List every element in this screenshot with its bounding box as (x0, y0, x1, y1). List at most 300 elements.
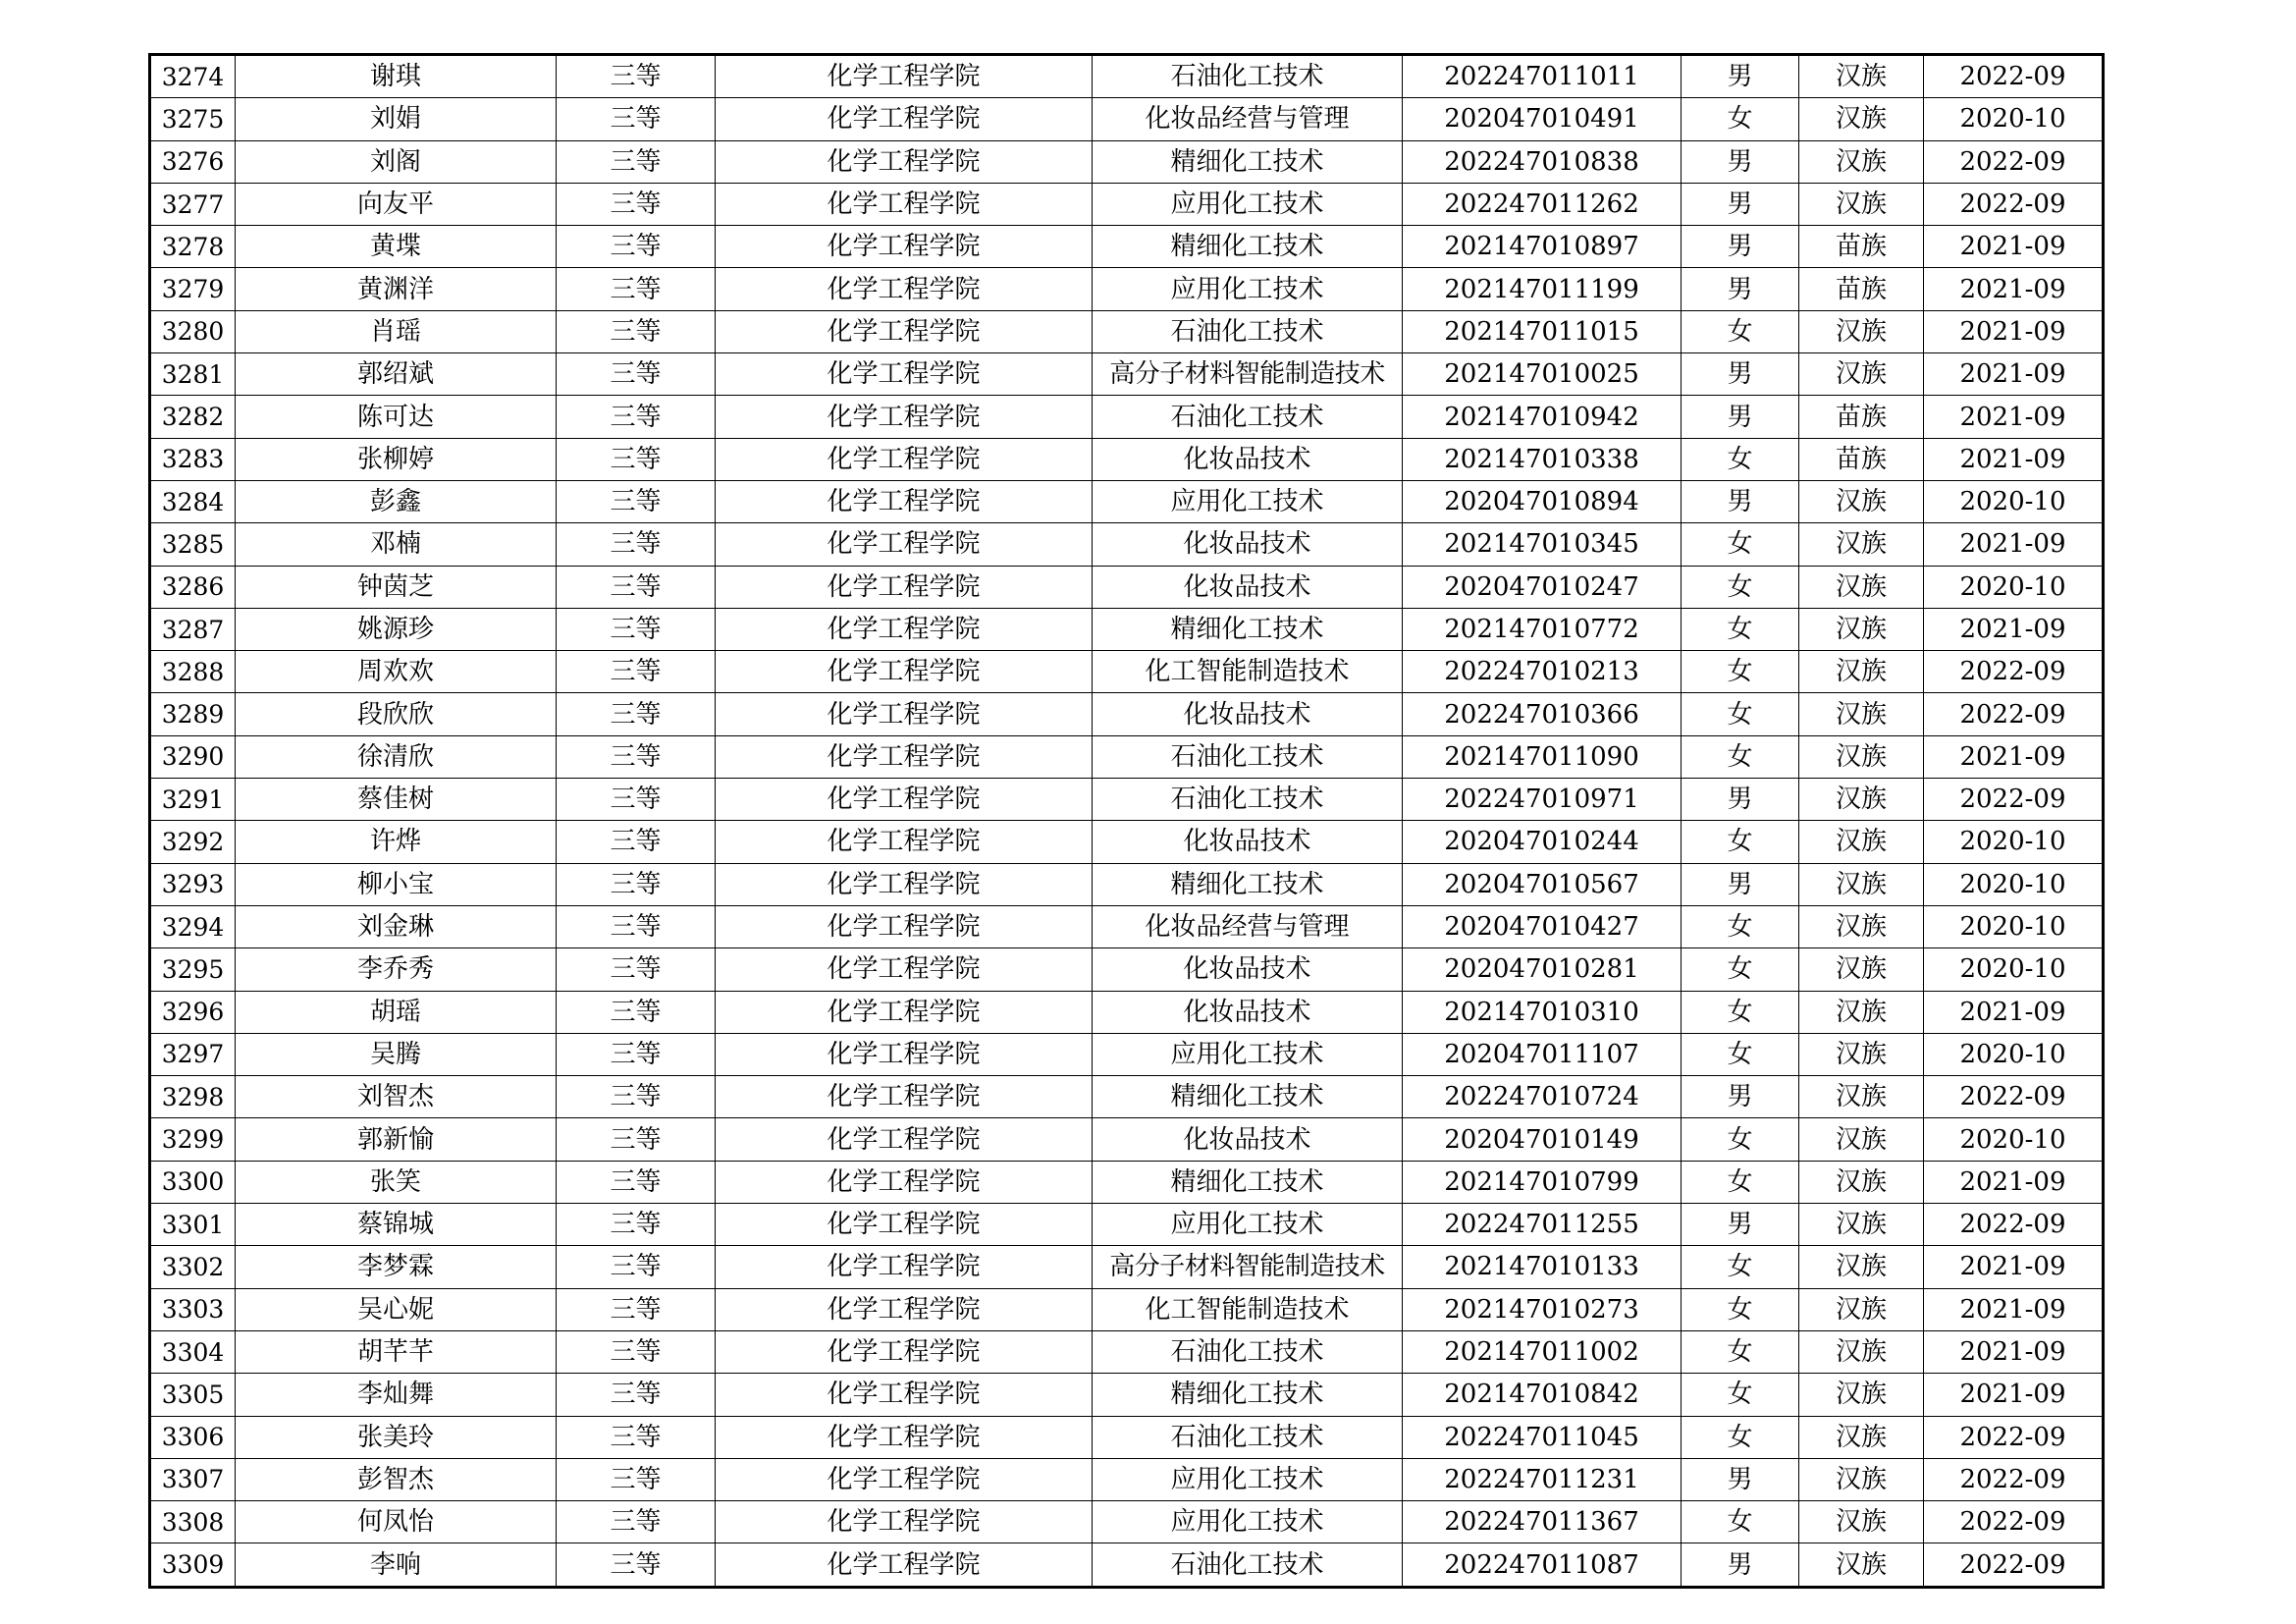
gender-cell: 女 (1682, 310, 1799, 352)
ethnicity-cell: 汉族 (1799, 353, 1924, 396)
major-cell: 石油化工技术 (1093, 735, 1403, 778)
student-name-cell: 姚源珍 (236, 608, 557, 650)
award-level-cell: 三等 (557, 651, 716, 693)
table-row (150, 1204, 2104, 1246)
table-row (150, 1458, 2104, 1500)
student-name-cell: 郭绍斌 (236, 353, 557, 396)
table-row (150, 779, 2104, 821)
table-row (150, 1118, 2104, 1161)
student-id-cell: 202047010567 (1403, 863, 1682, 905)
gender-cell: 女 (1682, 1374, 1799, 1416)
enrollment-date-cell: 2022-09 (1924, 1458, 2104, 1500)
table-row (150, 566, 2104, 608)
college-cell: 化学工程学院 (716, 1246, 1093, 1288)
enrollment-date-cell: 2021-09 (1924, 226, 2104, 268)
student-name-cell: 李梦霖 (236, 1246, 557, 1288)
student-id-cell: 202147011002 (1403, 1330, 1682, 1373)
student-name-cell: 彭智杰 (236, 1458, 557, 1500)
student-id-cell: 202247011087 (1403, 1543, 1682, 1587)
student-name-cell: 陈可达 (236, 396, 557, 438)
ethnicity-cell: 苗族 (1799, 438, 1924, 480)
student-id-cell: 202047011107 (1403, 1033, 1682, 1075)
table-row (150, 1374, 2104, 1416)
table-row (150, 438, 2104, 480)
ethnicity-cell: 汉族 (1799, 1118, 1924, 1161)
student-name-cell: 彭鑫 (236, 480, 557, 522)
row-number-cell: 3289 (150, 693, 236, 735)
award-level-cell: 三等 (557, 396, 716, 438)
enrollment-date-cell: 2020-10 (1924, 948, 2104, 991)
gender-cell: 女 (1682, 1033, 1799, 1075)
gender-cell: 女 (1682, 1161, 1799, 1203)
major-cell: 化妆品经营与管理 (1093, 905, 1403, 947)
table-row (150, 55, 2104, 98)
college-cell: 化学工程学院 (716, 693, 1093, 735)
gender-cell: 女 (1682, 1246, 1799, 1288)
major-cell: 石油化工技术 (1093, 779, 1403, 821)
student-id-cell: 202147010273 (1403, 1288, 1682, 1330)
major-cell: 化妆品技术 (1093, 523, 1403, 566)
row-number-cell: 3304 (150, 1330, 236, 1373)
student-name-cell: 何凤怡 (236, 1501, 557, 1543)
gender-cell: 男 (1682, 396, 1799, 438)
gender-cell: 女 (1682, 905, 1799, 947)
major-cell: 高分子材料智能制造技术 (1093, 353, 1403, 396)
student-id-cell: 202247010838 (1403, 140, 1682, 183)
row-number-cell: 3293 (150, 863, 236, 905)
major-cell: 石油化工技术 (1093, 310, 1403, 352)
row-number-cell: 3300 (150, 1161, 236, 1203)
enrollment-date-cell: 2022-09 (1924, 693, 2104, 735)
student-name-cell: 张笑 (236, 1161, 557, 1203)
student-id-cell: 202147011090 (1403, 735, 1682, 778)
gender-cell: 女 (1682, 735, 1799, 778)
award-level-cell: 三等 (557, 1161, 716, 1203)
row-number-cell: 3301 (150, 1204, 236, 1246)
student-id-cell: 202247010366 (1403, 693, 1682, 735)
enrollment-date-cell: 2022-09 (1924, 1204, 2104, 1246)
table-row (150, 523, 2104, 566)
row-number-cell: 3294 (150, 905, 236, 947)
student-id-cell: 202147011199 (1403, 268, 1682, 310)
ethnicity-cell: 汉族 (1799, 863, 1924, 905)
ethnicity-cell: 汉族 (1799, 140, 1924, 183)
major-cell: 化工智能制造技术 (1093, 651, 1403, 693)
award-level-cell: 三等 (557, 1330, 716, 1373)
award-level-cell: 三等 (557, 438, 716, 480)
student-name-cell: 郭新愉 (236, 1118, 557, 1161)
gender-cell: 女 (1682, 821, 1799, 863)
row-number-cell: 3288 (150, 651, 236, 693)
ethnicity-cell: 汉族 (1799, 1543, 1924, 1587)
enrollment-date-cell: 2022-09 (1924, 140, 2104, 183)
student-id-cell: 202147010310 (1403, 991, 1682, 1033)
award-level-cell: 三等 (557, 1246, 716, 1288)
major-cell: 化妆品技术 (1093, 948, 1403, 991)
student-id-cell: 202247011255 (1403, 1204, 1682, 1246)
enrollment-date-cell: 2021-09 (1924, 1161, 2104, 1203)
ethnicity-cell: 汉族 (1799, 98, 1924, 140)
student-id-cell: 202247010724 (1403, 1076, 1682, 1118)
student-id-cell: 202147010338 (1403, 438, 1682, 480)
gender-cell: 女 (1682, 693, 1799, 735)
gender-cell: 男 (1682, 55, 1799, 98)
college-cell: 化学工程学院 (716, 226, 1093, 268)
award-level-cell: 三等 (557, 268, 716, 310)
enrollment-date-cell: 2021-09 (1924, 353, 2104, 396)
award-level-cell: 三等 (557, 1288, 716, 1330)
row-number-cell: 3292 (150, 821, 236, 863)
ethnicity-cell: 汉族 (1799, 1076, 1924, 1118)
student-id-cell: 202147010799 (1403, 1161, 1682, 1203)
row-number-cell: 3305 (150, 1374, 236, 1416)
row-number-cell: 3302 (150, 1246, 236, 1288)
award-level-cell: 三等 (557, 98, 716, 140)
enrollment-date-cell: 2020-10 (1924, 821, 2104, 863)
student-name-cell: 钟茵芝 (236, 566, 557, 608)
student-name-cell: 肖瑶 (236, 310, 557, 352)
ethnicity-cell: 汉族 (1799, 523, 1924, 566)
college-cell: 化学工程学院 (716, 480, 1093, 522)
row-number-cell: 3281 (150, 353, 236, 396)
table-row (150, 735, 2104, 778)
enrollment-date-cell: 2021-09 (1924, 1246, 2104, 1288)
college-cell: 化学工程学院 (716, 863, 1093, 905)
enrollment-date-cell: 2020-10 (1924, 98, 2104, 140)
gender-cell: 女 (1682, 1416, 1799, 1458)
enrollment-date-cell: 2021-09 (1924, 1374, 2104, 1416)
award-level-cell: 三等 (557, 948, 716, 991)
student-id-cell: 202047010894 (1403, 480, 1682, 522)
student-name-cell: 张美玲 (236, 1416, 557, 1458)
gender-cell: 女 (1682, 1330, 1799, 1373)
student-id-cell: 202247011367 (1403, 1501, 1682, 1543)
gender-cell: 男 (1682, 268, 1799, 310)
college-cell: 化学工程学院 (716, 523, 1093, 566)
enrollment-date-cell: 2021-09 (1924, 523, 2104, 566)
major-cell: 精细化工技术 (1093, 863, 1403, 905)
college-cell: 化学工程学院 (716, 353, 1093, 396)
student-id-cell: 202147011015 (1403, 310, 1682, 352)
award-level-cell: 三等 (557, 310, 716, 352)
table-row (150, 98, 2104, 140)
major-cell: 石油化工技术 (1093, 396, 1403, 438)
college-cell: 化学工程学院 (716, 608, 1093, 650)
college-cell: 化学工程学院 (716, 566, 1093, 608)
college-cell: 化学工程学院 (716, 98, 1093, 140)
award-level-cell: 三等 (557, 693, 716, 735)
gender-cell: 女 (1682, 523, 1799, 566)
student-id-cell: 202047010247 (1403, 566, 1682, 608)
row-number-cell: 3297 (150, 1033, 236, 1075)
gender-cell: 男 (1682, 1076, 1799, 1118)
student-id-cell: 202147010942 (1403, 396, 1682, 438)
table-row (150, 1543, 2104, 1587)
enrollment-date-cell: 2021-09 (1924, 1288, 2104, 1330)
row-number-cell: 3309 (150, 1543, 236, 1587)
ethnicity-cell: 汉族 (1799, 821, 1924, 863)
college-cell: 化学工程学院 (716, 1416, 1093, 1458)
table-row (150, 1288, 2104, 1330)
row-number-cell: 3283 (150, 438, 236, 480)
major-cell: 精细化工技术 (1093, 1374, 1403, 1416)
student-name-cell: 黄渊洋 (236, 268, 557, 310)
award-level-cell: 三等 (557, 55, 716, 98)
ethnicity-cell: 苗族 (1799, 396, 1924, 438)
student-id-cell: 202247011262 (1403, 183, 1682, 225)
major-cell: 应用化工技术 (1093, 1458, 1403, 1500)
college-cell: 化学工程学院 (716, 735, 1093, 778)
college-cell: 化学工程学院 (716, 905, 1093, 947)
student-id-cell: 202247010971 (1403, 779, 1682, 821)
row-number-cell: 3277 (150, 183, 236, 225)
award-level-cell: 三等 (557, 1501, 716, 1543)
enrollment-date-cell: 2022-09 (1924, 651, 2104, 693)
enrollment-date-cell: 2020-10 (1924, 1118, 2104, 1161)
gender-cell: 男 (1682, 480, 1799, 522)
table-row (150, 1416, 2104, 1458)
ethnicity-cell: 苗族 (1799, 268, 1924, 310)
college-cell: 化学工程学院 (716, 1374, 1093, 1416)
major-cell: 高分子材料智能制造技术 (1093, 1246, 1403, 1288)
enrollment-date-cell: 2021-09 (1924, 735, 2104, 778)
table-row (150, 396, 2104, 438)
student-name-cell: 刘娟 (236, 98, 557, 140)
award-level-cell: 三等 (557, 1458, 716, 1500)
ethnicity-cell: 汉族 (1799, 735, 1924, 778)
gender-cell: 女 (1682, 98, 1799, 140)
student-id-cell: 202247011231 (1403, 1458, 1682, 1500)
student-name-cell: 段欣欣 (236, 693, 557, 735)
row-number-cell: 3279 (150, 268, 236, 310)
row-number-cell: 3282 (150, 396, 236, 438)
row-number-cell: 3303 (150, 1288, 236, 1330)
award-level-cell: 三等 (557, 1076, 716, 1118)
gender-cell: 男 (1682, 226, 1799, 268)
row-number-cell: 3278 (150, 226, 236, 268)
student-id-cell: 202147010133 (1403, 1246, 1682, 1288)
award-level-cell: 三等 (557, 1033, 716, 1075)
college-cell: 化学工程学院 (716, 140, 1093, 183)
award-level-cell: 三等 (557, 991, 716, 1033)
enrollment-date-cell: 2020-10 (1924, 480, 2104, 522)
student-id-cell: 202147010025 (1403, 353, 1682, 396)
college-cell: 化学工程学院 (716, 779, 1093, 821)
gender-cell: 女 (1682, 651, 1799, 693)
student-id-cell: 202147010897 (1403, 226, 1682, 268)
table-row (150, 991, 2104, 1033)
award-level-cell: 三等 (557, 821, 716, 863)
row-number-cell: 3274 (150, 55, 236, 98)
ethnicity-cell: 汉族 (1799, 991, 1924, 1033)
row-number-cell: 3295 (150, 948, 236, 991)
student-id-cell: 202047010427 (1403, 905, 1682, 947)
college-cell: 化学工程学院 (716, 948, 1093, 991)
student-name-cell: 胡瑶 (236, 991, 557, 1033)
gender-cell: 女 (1682, 438, 1799, 480)
ethnicity-cell: 汉族 (1799, 905, 1924, 947)
student-name-cell: 向友平 (236, 183, 557, 225)
row-number-cell: 3307 (150, 1458, 236, 1500)
table-row (150, 863, 2104, 905)
row-number-cell: 3276 (150, 140, 236, 183)
major-cell: 化妆品技术 (1093, 1118, 1403, 1161)
award-level-cell: 三等 (557, 183, 716, 225)
college-cell: 化学工程学院 (716, 651, 1093, 693)
ethnicity-cell: 汉族 (1799, 948, 1924, 991)
ethnicity-cell: 汉族 (1799, 779, 1924, 821)
enrollment-date-cell: 2021-09 (1924, 310, 2104, 352)
award-level-cell: 三等 (557, 1118, 716, 1161)
ethnicity-cell: 汉族 (1799, 1501, 1924, 1543)
student-name-cell: 刘金琳 (236, 905, 557, 947)
student-id-cell: 202247011045 (1403, 1416, 1682, 1458)
major-cell: 化妆品技术 (1093, 438, 1403, 480)
row-number-cell: 3280 (150, 310, 236, 352)
ethnicity-cell: 汉族 (1799, 1246, 1924, 1288)
table-row (150, 226, 2104, 268)
major-cell: 化妆品技术 (1093, 566, 1403, 608)
award-level-cell: 三等 (557, 1374, 716, 1416)
ethnicity-cell: 汉族 (1799, 651, 1924, 693)
student-id-cell: 202247011011 (1403, 55, 1682, 98)
enrollment-date-cell: 2020-10 (1924, 1033, 2104, 1075)
gender-cell: 女 (1682, 948, 1799, 991)
award-level-cell: 三等 (557, 779, 716, 821)
ethnicity-cell: 苗族 (1799, 226, 1924, 268)
student-name-cell: 邓楠 (236, 523, 557, 566)
college-cell: 化学工程学院 (716, 396, 1093, 438)
row-number-cell: 3286 (150, 566, 236, 608)
award-level-cell: 三等 (557, 1543, 716, 1587)
table-row (150, 1330, 2104, 1373)
table-row (150, 608, 2104, 650)
gender-cell: 女 (1682, 1501, 1799, 1543)
major-cell: 化妆品技术 (1093, 991, 1403, 1033)
award-level-cell: 三等 (557, 523, 716, 566)
table-row (150, 1076, 2104, 1118)
table-row (150, 183, 2104, 225)
major-cell: 应用化工技术 (1093, 268, 1403, 310)
college-cell: 化学工程学院 (716, 1118, 1093, 1161)
college-cell: 化学工程学院 (716, 1076, 1093, 1118)
ethnicity-cell: 汉族 (1799, 693, 1924, 735)
ethnicity-cell: 汉族 (1799, 183, 1924, 225)
award-level-cell: 三等 (557, 353, 716, 396)
student-name-cell: 吴腾 (236, 1033, 557, 1075)
major-cell: 化工智能制造技术 (1093, 1288, 1403, 1330)
scholarship-list-table (148, 53, 2105, 1589)
row-number-cell: 3306 (150, 1416, 236, 1458)
table-row (150, 651, 2104, 693)
major-cell: 化妆品经营与管理 (1093, 98, 1403, 140)
student-name-cell: 李乔秀 (236, 948, 557, 991)
major-cell: 应用化工技术 (1093, 1501, 1403, 1543)
award-level-cell: 三等 (557, 226, 716, 268)
student-id-cell: 202147010772 (1403, 608, 1682, 650)
ethnicity-cell: 汉族 (1799, 1330, 1924, 1373)
college-cell: 化学工程学院 (716, 1330, 1093, 1373)
gender-cell: 男 (1682, 140, 1799, 183)
major-cell: 应用化工技术 (1093, 183, 1403, 225)
major-cell: 精细化工技术 (1093, 1161, 1403, 1203)
ethnicity-cell: 汉族 (1799, 1374, 1924, 1416)
ethnicity-cell: 汉族 (1799, 1288, 1924, 1330)
ethnicity-cell: 汉族 (1799, 310, 1924, 352)
table-row (150, 310, 2104, 352)
enrollment-date-cell: 2021-09 (1924, 1330, 2104, 1373)
college-cell: 化学工程学院 (716, 55, 1093, 98)
award-level-cell: 三等 (557, 1416, 716, 1458)
major-cell: 化妆品技术 (1093, 693, 1403, 735)
ethnicity-cell: 汉族 (1799, 55, 1924, 98)
table-row (150, 1033, 2104, 1075)
award-level-cell: 三等 (557, 735, 716, 778)
row-number-cell: 3296 (150, 991, 236, 1033)
student-name-cell: 徐清欣 (236, 735, 557, 778)
gender-cell: 女 (1682, 608, 1799, 650)
table-row (150, 140, 2104, 183)
gender-cell: 男 (1682, 353, 1799, 396)
table-row (150, 948, 2104, 991)
major-cell: 应用化工技术 (1093, 480, 1403, 522)
gender-cell: 男 (1682, 1458, 1799, 1500)
college-cell: 化学工程学院 (716, 1033, 1093, 1075)
gender-cell: 男 (1682, 1543, 1799, 1587)
student-name-cell: 刘阁 (236, 140, 557, 183)
gender-cell: 女 (1682, 1288, 1799, 1330)
college-cell: 化学工程学院 (716, 991, 1093, 1033)
enrollment-date-cell: 2021-09 (1924, 396, 2104, 438)
major-cell: 石油化工技术 (1093, 1543, 1403, 1587)
row-number-cell: 3291 (150, 779, 236, 821)
student-name-cell: 柳小宝 (236, 863, 557, 905)
ethnicity-cell: 汉族 (1799, 1033, 1924, 1075)
student-name-cell: 胡芊芊 (236, 1330, 557, 1373)
college-cell: 化学工程学院 (716, 1161, 1093, 1203)
award-level-cell: 三等 (557, 863, 716, 905)
ethnicity-cell: 汉族 (1799, 1161, 1924, 1203)
award-level-cell: 三等 (557, 1204, 716, 1246)
table-row (150, 905, 2104, 947)
major-cell: 精细化工技术 (1093, 140, 1403, 183)
student-id-cell: 202147010345 (1403, 523, 1682, 566)
student-name-cell: 黄堞 (236, 226, 557, 268)
college-cell: 化学工程学院 (716, 310, 1093, 352)
college-cell: 化学工程学院 (716, 1458, 1093, 1500)
table-row (150, 268, 2104, 310)
ethnicity-cell: 汉族 (1799, 1458, 1924, 1500)
student-id-cell: 202247010213 (1403, 651, 1682, 693)
row-number-cell: 3290 (150, 735, 236, 778)
row-number-cell: 3298 (150, 1076, 236, 1118)
enrollment-date-cell: 2021-09 (1924, 608, 2104, 650)
college-cell: 化学工程学院 (716, 1543, 1093, 1587)
gender-cell: 男 (1682, 183, 1799, 225)
major-cell: 化妆品技术 (1093, 821, 1403, 863)
table-row (150, 693, 2104, 735)
major-cell: 石油化工技术 (1093, 55, 1403, 98)
award-level-cell: 三等 (557, 905, 716, 947)
gender-cell: 女 (1682, 1118, 1799, 1161)
student-name-cell: 谢琪 (236, 55, 557, 98)
student-name-cell: 许烨 (236, 821, 557, 863)
student-name-cell: 蔡佳树 (236, 779, 557, 821)
award-level-cell: 三等 (557, 608, 716, 650)
enrollment-date-cell: 2022-09 (1924, 1076, 2104, 1118)
award-level-cell: 三等 (557, 140, 716, 183)
table-row (150, 353, 2104, 396)
